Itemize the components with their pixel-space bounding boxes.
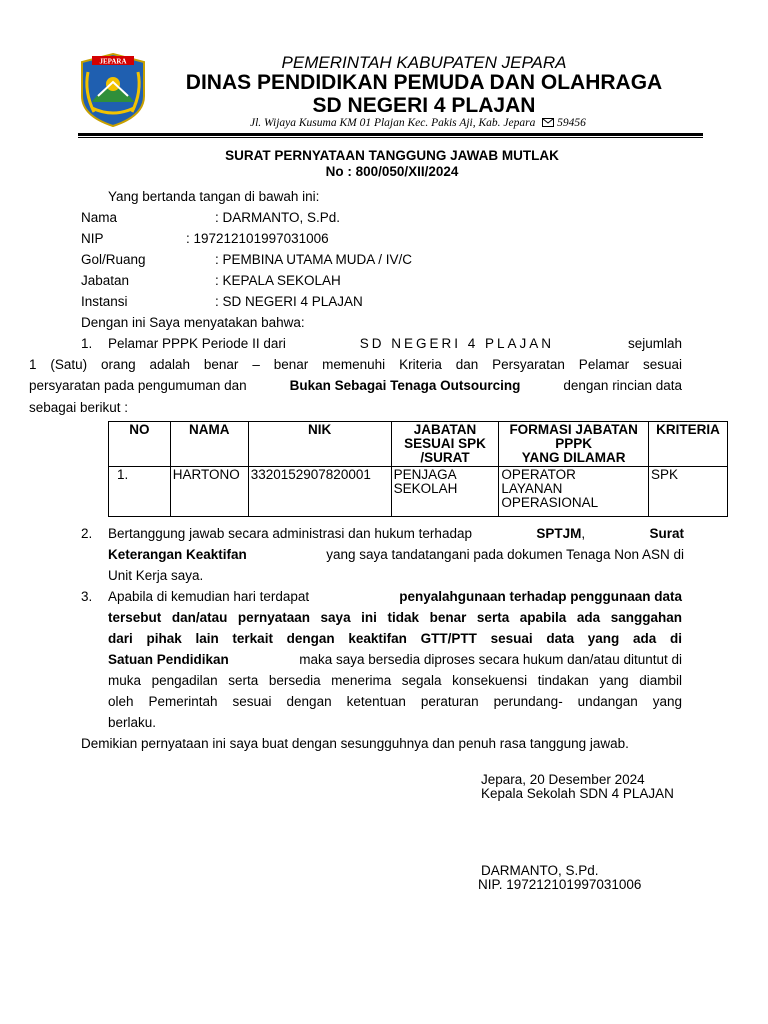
field-label-nip: NIP	[81, 231, 104, 246]
field-label-nama: Nama	[81, 210, 118, 225]
item1-line3-c: dengan rincian data	[563, 378, 682, 393]
cell-nama: HARTONO	[170, 467, 248, 517]
school-name: SD NEGERI 4 PLAJAN	[312, 94, 536, 117]
table-header-row	[109, 422, 728, 467]
cell-nik: 3320152907820001	[248, 467, 391, 517]
cell-formasi-l2: LAYANAN	[501, 481, 563, 496]
item1-part-a: Pelamar PPPK Periode II dari	[108, 336, 286, 351]
col-header-formasi	[499, 422, 649, 467]
item3-number: 3.	[81, 589, 93, 604]
col-header-kriteria: KRITERIA	[649, 422, 728, 467]
item1-line3-a: persyaratan pada pengumuman dan	[29, 378, 247, 393]
letter-title: SURAT PERNYATAAN TANGGUNG JAWAB MUTLAK	[225, 148, 559, 163]
postal-code: 59456	[557, 117, 586, 129]
col-header-formasi-l1: FORMASI JABATAN	[509, 422, 638, 437]
cell-no: 1.	[109, 467, 171, 517]
item3-line2: tersebut dan/atau pernyataan saya ini tidak benar serta apabila ada sanggahan	[108, 610, 682, 625]
cell-jabatan	[391, 467, 499, 517]
field-value-gol: : PEMBINA UTAMA MUDA / IV/C	[215, 252, 413, 267]
address-text: Jl. Wijaya Kusuma KM 01 Plajan Kec. Pakis Aji, Kab. Jepara	[250, 117, 536, 129]
cell-jabatan-l1: PENJAGA	[393, 467, 457, 482]
col-header-no: NO	[109, 422, 171, 467]
item3-line6: oleh Pemerintah sesuai dengan ketentuan peraturan perundang- undangan yang	[108, 694, 682, 709]
item2-comma: ,	[581, 526, 586, 541]
item1-line3	[29, 378, 682, 393]
item3-line1	[108, 589, 682, 604]
field-value-nama: : DARMANTO, S.Pd.	[215, 210, 341, 225]
letterhead-rule-thick	[78, 133, 703, 136]
item1-school: SD NEGERI 4 PLAJAN	[359, 336, 555, 351]
item3-line7: berlaku.	[108, 715, 157, 730]
field-value-instansi: : SD NEGERI 4 PLAJAN	[215, 294, 363, 309]
item2-l2-b: yang saya tandatangani pada dokumen Tenaga Non ASN di	[326, 547, 684, 562]
item2-l1-a: Bertanggung jawab secara administrasi dan hukum terhadap	[108, 526, 472, 541]
col-header-jabatan	[391, 422, 499, 467]
signature-nip: NIP. 197212101997031006	[478, 877, 642, 892]
letterhead-rule-thin	[78, 137, 703, 138]
item1-part-c: sejumlah	[627, 336, 682, 351]
item1-number: 1.	[81, 336, 93, 351]
logo-label: JEPARA	[99, 57, 127, 66]
intro-text: Yang bertanda tangan di bawah ini:	[108, 189, 320, 204]
field-label-jabatan: Jabatan	[81, 273, 130, 288]
item1-line4: sebagai berikut :	[29, 400, 129, 415]
item2-number: 2.	[81, 526, 93, 541]
field-label-gol: Gol/Ruang	[81, 252, 146, 267]
col-header-jabatan-l2: SESUAI SPK	[404, 436, 486, 451]
col-header-jabatan-l3: /SURAT	[420, 450, 470, 465]
government-name: PEMERINTAH KABUPATEN JEPARA	[281, 53, 567, 72]
item3-l4-b: maka saya bersedia diproses secara hukum dan/atau dituntut di	[299, 652, 682, 667]
signature-name: DARMANTO, S.Pd.	[481, 863, 599, 878]
item2-line2	[108, 547, 684, 562]
item3-line4	[108, 652, 682, 667]
col-header-formasi-l2: PPPK	[555, 436, 593, 451]
cell-kriteria: SPK	[649, 467, 728, 517]
item3-l4-a: Satuan Pendidikan	[108, 652, 229, 667]
item2-line3: Unit Kerja saya.	[108, 568, 204, 583]
item3-l1-b: penyalahgunaan terhadap penggunaan data	[399, 589, 682, 604]
item3-line5: muka pengadilan serta bersedia menerima segala konsekuensi tindakan yang diambil	[108, 673, 682, 688]
cell-formasi-l1: OPERATOR	[501, 467, 576, 482]
signature-place-date: Jepara, 20 Desember 2024	[481, 772, 645, 787]
field-value-jabatan: : KEPALA SEKOLAH	[215, 273, 341, 288]
envelope-icon	[542, 118, 554, 130]
col-header-nama: NAMA	[170, 422, 248, 467]
field-value-nip: : 197212101997031006	[186, 231, 329, 246]
department-name: DINAS PENDIDIKAN PEMUDA DAN OLAHRAGA	[185, 71, 663, 94]
item3-l1-a: Apabila di kemudian hari terdapat	[108, 589, 310, 604]
col-header-formasi-l3: YANG DILAMAR	[521, 450, 626, 465]
cell-jabatan-l2: SEKOLAH	[393, 481, 458, 496]
signature-position: Kepala Sekolah SDN 4 PLAJAN	[481, 786, 674, 801]
cell-formasi-l3: OPERASIONAL	[501, 495, 599, 510]
field-label-instansi: Instansi	[81, 294, 128, 309]
closing-statement: Demikian pernyataan ini saya buat dengan sesungguhnya dan penuh rasa tanggung jawab.	[81, 736, 629, 751]
cell-formasi	[499, 467, 649, 517]
item1-line1	[108, 336, 682, 351]
col-header-nik: NIK	[248, 422, 391, 467]
applicant-table	[108, 421, 728, 517]
col-header-jabatan-l1: JABATAN	[413, 422, 477, 437]
item3-line3: dari pihak lain terkait dengan keaktifan GTT/PTT sesuai data yang ada di	[108, 631, 682, 646]
item1-outsourcing: Bukan Sebagai Tenaga Outsourcing	[289, 378, 521, 393]
item2-line1	[108, 526, 684, 541]
item1-line2: 1 (Satu) orang adalah benar – benar memenuhi Kriteria dan Persyaratan Pelamar sesuai	[29, 357, 682, 372]
table-row	[109, 467, 728, 517]
school-address	[250, 117, 586, 130]
item2-keterangan: Keterangan Keaktifan	[108, 547, 247, 562]
letter-number: No : 800/050/XII/2024	[325, 164, 459, 179]
statement-intro: Dengan ini Saya menyatakan bahwa:	[81, 315, 305, 330]
item2-surat: Surat	[649, 526, 684, 541]
item2-sptjm: SPTJM	[536, 526, 582, 541]
